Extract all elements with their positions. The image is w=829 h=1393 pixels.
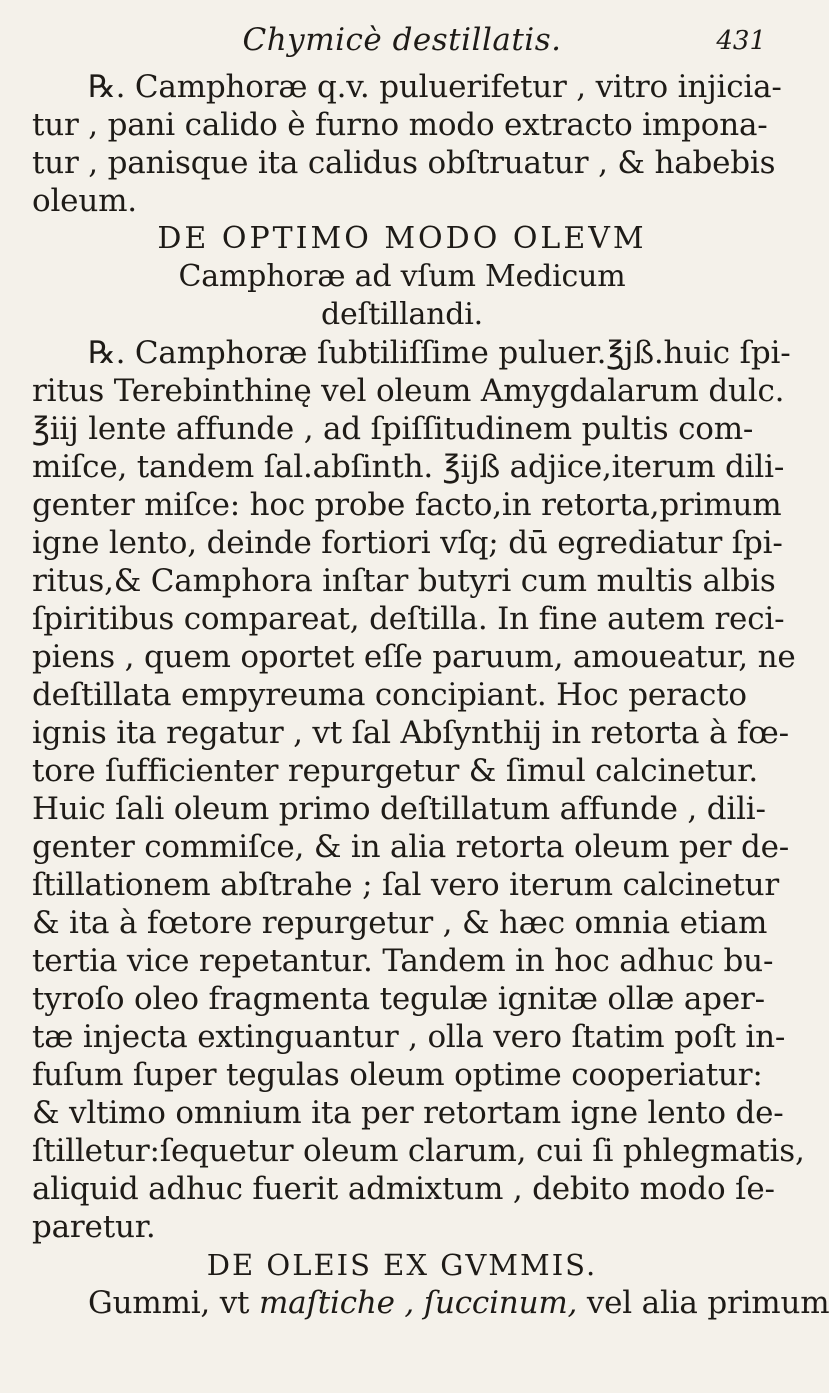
text-line: & vltimo omnium ita per retortam igne lento de- [32, 1095, 784, 1131]
text-fragment: Gummi, vt [88, 1285, 259, 1321]
text-line: paretur. [32, 1209, 156, 1245]
text-line: tertia vice repetantur. Tandem in hoc adhuc bu- [32, 943, 774, 979]
text-line: oleum. [32, 183, 137, 219]
running-head [32, 14, 772, 68]
text-line: tur , panisque ita calidus obſtruatur , & habebis [32, 145, 776, 181]
text-line: ignis ita regatur , vt ſal Abſynthij in retorta à fœ- [32, 715, 789, 751]
text-fragment: vel alia primum [577, 1285, 829, 1321]
text-line: ſtilletur:ſequetur oleum clarum, cui ſi phlegmatis, [32, 1133, 805, 1169]
text-line: tore ſufficienter repurgetur & ſimul calcinetur. [32, 753, 758, 789]
text-line: Huic ſali oleum primo deſtillatum affunde , dili- [32, 791, 766, 827]
text-line: ritus Terebinthinę vel oleum Amygdalarum dulc. [32, 373, 785, 409]
text-line: tæ injecta extinguantur , olla vero ſtatim poſt in- [32, 1019, 786, 1055]
running-title: Chymicè destillatis. [242, 22, 562, 58]
page-text [32, 68, 829, 1322]
text-line: tur , pani calido è furno modo extracto impona- [32, 107, 768, 143]
text-line: ſtillationem abſtrahe ; ſal vero iterum calcinetur [32, 867, 780, 903]
text-line: fuſum ſuper tegulas oleum optime cooperiatur: [32, 1057, 763, 1093]
text-line: ℞. Camphoræ q.v. puluerifetur , vitro injicia- [88, 69, 782, 105]
text-line: tyroſo oleo fragmenta tegulæ ignitæ ollæ aper- [32, 981, 765, 1017]
section-subheading: Camphoræ ad vſum Medicum [178, 259, 626, 294]
text-line: ℥iij lente affunde , ad ſpiſſitudinem pultis com- [32, 411, 754, 447]
text-line [32, 1284, 829, 1322]
text-line: miſce, tandem ſal.abſinth. ℥ijß adjice,iterum dili- [32, 449, 785, 485]
text-line: & ita à fœtore repurgetur , & hæc omnia etiam [32, 905, 768, 941]
text-line: aliquid adhuc fuerit admixtum , debito modo ſe- [32, 1171, 775, 1207]
section-subheading: deſtillandi. [320, 297, 484, 332]
italic-fragment: maſtiche , ſuccinum, [258, 1285, 578, 1321]
text-line: igne lento, deinde fortiori vſq; dū egrediatur ſpi- [32, 525, 783, 561]
text-line: ritus,& Camphora inſtar butyri cum multis albis [32, 563, 776, 599]
text-line: genter commiſce, & in alia retorta oleum per de- [32, 829, 790, 865]
text-line: deſtillata empyreuma concipiant. Hoc peracto [32, 677, 747, 713]
section-heading: DE OPTIMO MODO OLEVM [157, 221, 647, 256]
text-line: ℞. Camphoræ ſubtiliſſime puluer.℥jß.huic ſpi- [88, 335, 791, 371]
text-line: piens , quem oportet eſſe paruum, amoueatur, ne [32, 639, 796, 675]
text-line: genter miſce: hoc probe facto,in retorta,primum [32, 487, 782, 523]
page-number: 431 [716, 26, 766, 56]
section-heading: DE OLEIS EX GVMMIS. [206, 1248, 598, 1282]
text-line: ſpiritibus compareat, deſtilla. In fine autem reci- [32, 601, 785, 637]
